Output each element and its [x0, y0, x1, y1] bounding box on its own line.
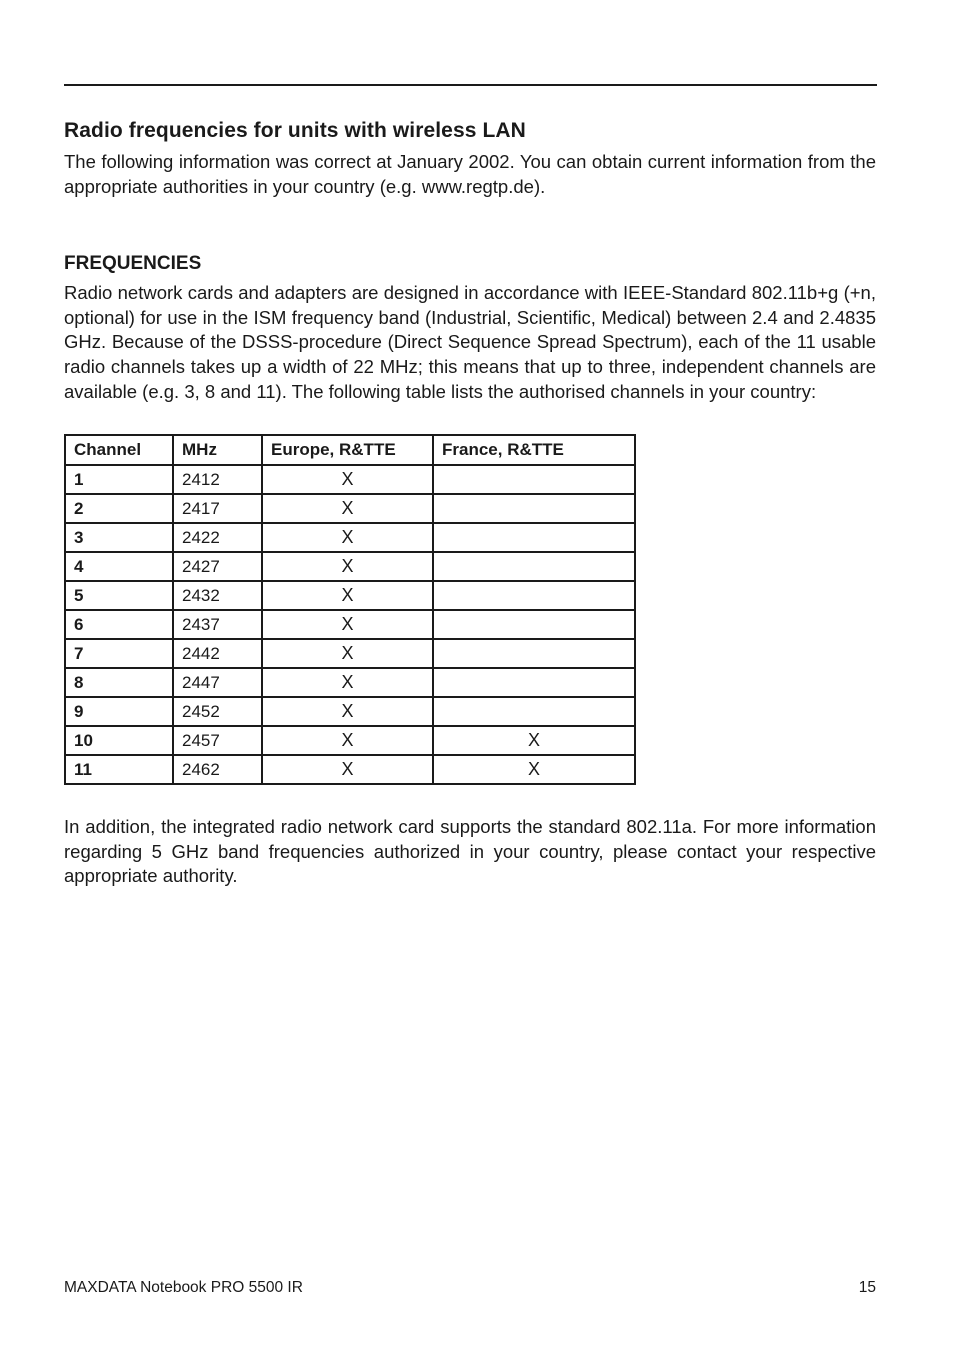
cell-mhz: 2432: [173, 581, 262, 610]
section-heading: FREQUENCIES: [64, 253, 202, 275]
cell-france: [433, 552, 635, 581]
table-row: [65, 668, 635, 697]
cell-france: [433, 523, 635, 552]
cell-france: [433, 697, 635, 726]
cell-europe: X: [262, 465, 433, 494]
cell-mhz: 2437: [173, 610, 262, 639]
cell-channel: 3: [65, 523, 173, 552]
cell-mhz: 2412: [173, 465, 262, 494]
cell-mhz: 2417: [173, 494, 262, 523]
cell-europe: X: [262, 639, 433, 668]
cell-france: [433, 494, 635, 523]
cell-france: [433, 668, 635, 697]
table-row: [65, 639, 635, 668]
header-france: France, R&TTE: [433, 435, 635, 465]
cell-europe: X: [262, 668, 433, 697]
cell-mhz: 2462: [173, 755, 262, 784]
table-header-row: [65, 435, 635, 465]
cell-france: [433, 610, 635, 639]
cell-france: X: [433, 755, 635, 784]
cell-europe: X: [262, 755, 433, 784]
cell-europe: X: [262, 610, 433, 639]
cell-channel: 6: [65, 610, 173, 639]
cell-europe: X: [262, 581, 433, 610]
cell-channel: 7: [65, 639, 173, 668]
table-row: [65, 465, 635, 494]
cell-mhz: 2452: [173, 697, 262, 726]
table-row: [65, 726, 635, 755]
cell-channel: 5: [65, 581, 173, 610]
cell-channel: 8: [65, 668, 173, 697]
cell-mhz: 2427: [173, 552, 262, 581]
table-row: [65, 552, 635, 581]
header-mhz: MHz: [173, 435, 262, 465]
intro-paragraph: The following information was correct at January 2002. You can obtain current information from the appropriate authorities in your country (e.g. www.regtp.de).: [64, 151, 876, 197]
cell-channel: 9: [65, 697, 173, 726]
page-content: [64, 117, 876, 889]
cell-europe: X: [262, 726, 433, 755]
cell-mhz: 2447: [173, 668, 262, 697]
closing-paragraph: In addition, the integrated radio network card supports the standard 802.11a. For more information regarding 5 GHz band frequencies authorized in your country, please contact your respective appropriate authority.: [64, 816, 876, 887]
table-row: [65, 494, 635, 523]
footer-page-number: 15: [858, 1279, 876, 1296]
cell-france: [433, 639, 635, 668]
cell-channel: 10: [65, 726, 173, 755]
page-heading: Radio frequencies for units with wireless LAN: [64, 119, 526, 142]
cell-france: [433, 465, 635, 494]
table-row: [65, 755, 635, 784]
table-row: [65, 523, 635, 552]
top-rule: [64, 84, 877, 86]
channel-table: [64, 434, 636, 785]
cell-mhz: 2442: [173, 639, 262, 668]
header-europe: Europe, R&TTE: [262, 435, 433, 465]
table-row: [65, 610, 635, 639]
cell-europe: X: [262, 523, 433, 552]
table-row: [65, 581, 635, 610]
cell-channel: 11: [65, 755, 173, 784]
frequencies-paragraph: Radio network cards and adapters are designed in accordance with IEEE-Standard 802.11b+g (+n, optional) for use in the ISM frequency band (Industrial, Scientific, Medical) between 2.4 and 2.4835 GHz. Because of the DSSS-procedure (Direct Sequence Spread Spectrum), each of the 11 usable radio channels takes up a width of 22 MHz; this means that up to three, independent channels are available (e.g. 3, 8 and 11). The following table lists the authorised channels in your country:: [64, 282, 876, 402]
cell-europe: X: [262, 552, 433, 581]
cell-france: [433, 581, 635, 610]
cell-europe: X: [262, 494, 433, 523]
cell-mhz: 2457: [173, 726, 262, 755]
cell-mhz: 2422: [173, 523, 262, 552]
table-row: [65, 697, 635, 726]
header-channel: Channel: [65, 435, 173, 465]
cell-channel: 2: [65, 494, 173, 523]
footer-product: MAXDATA Notebook PRO 5500 IR: [64, 1279, 303, 1296]
cell-europe: X: [262, 697, 433, 726]
table-body: [65, 465, 635, 784]
cell-france: X: [433, 726, 635, 755]
cell-channel: 1: [65, 465, 173, 494]
cell-channel: 4: [65, 552, 173, 581]
